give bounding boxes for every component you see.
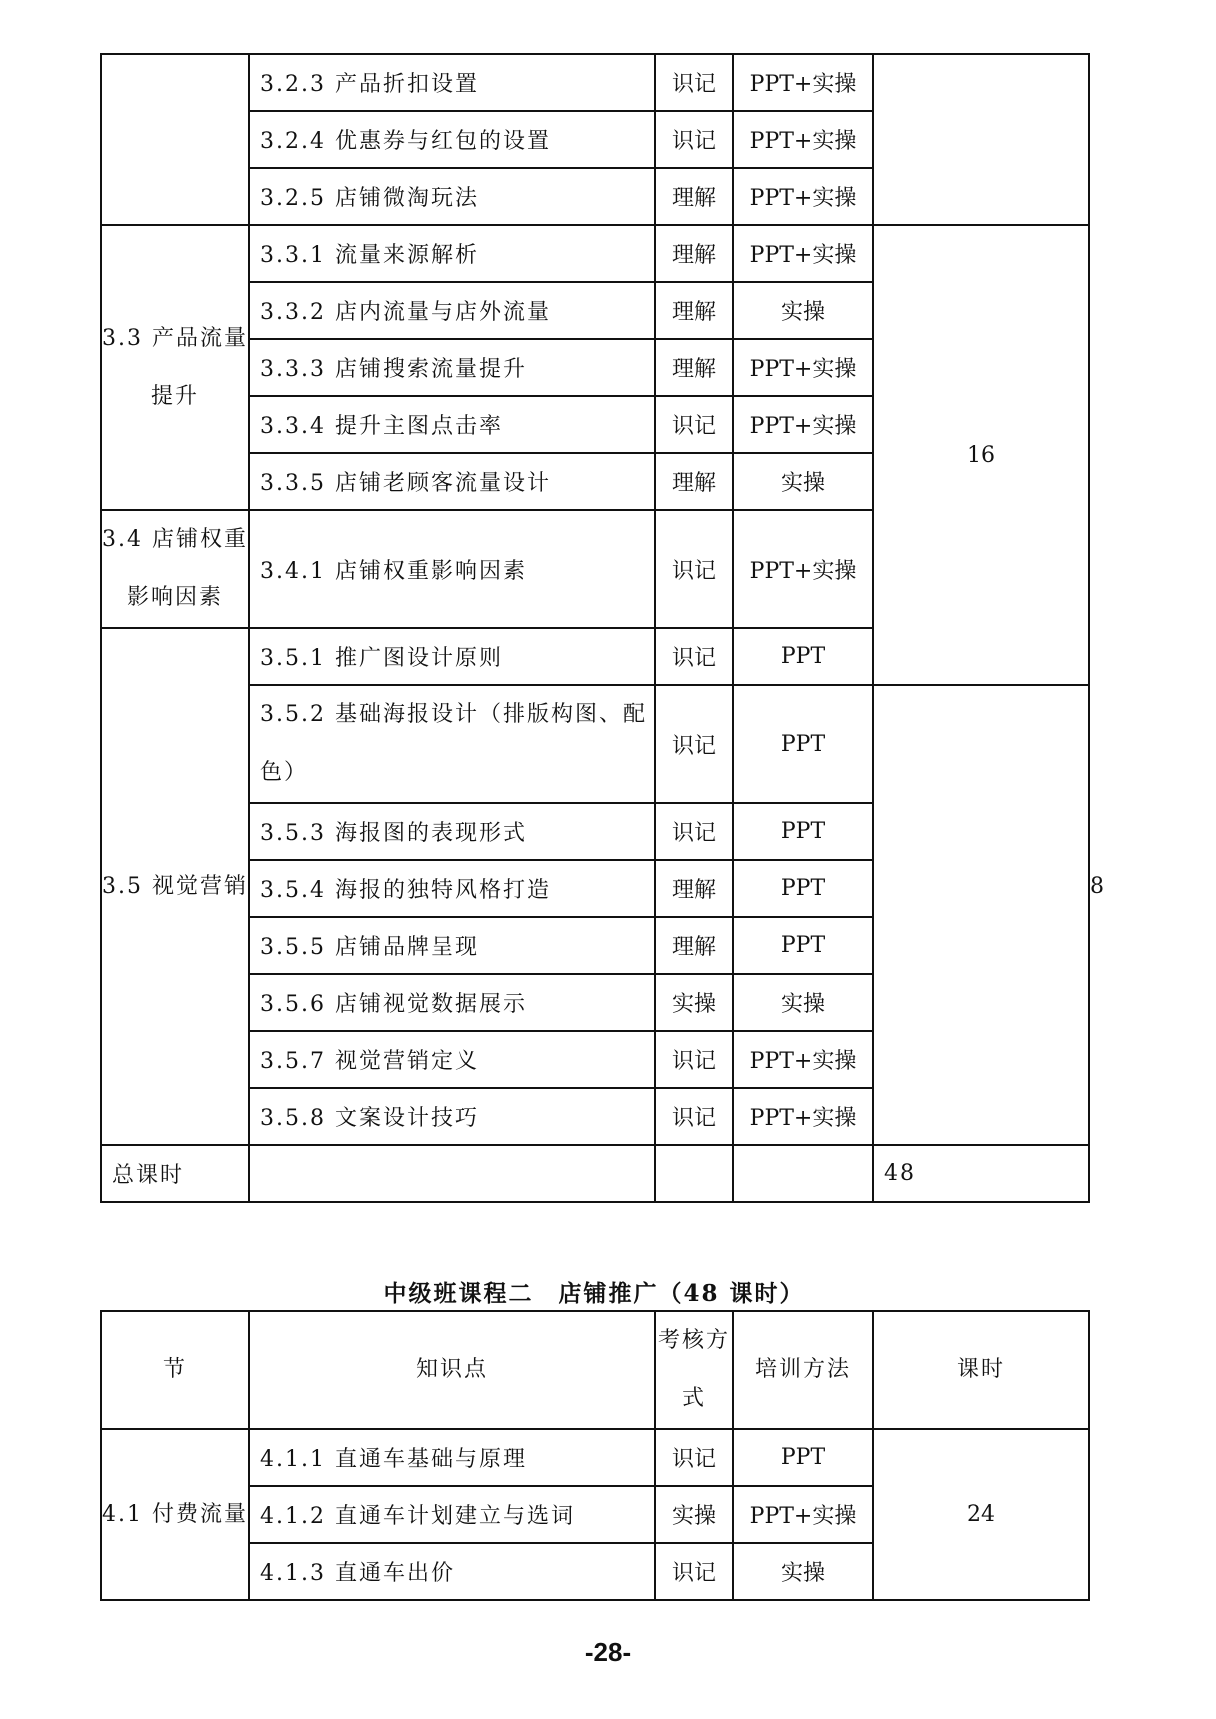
topic-cell: 3.3.5 店铺老顾客流量设计 — [249, 453, 655, 510]
course-table-2 — [100, 1310, 1090, 1601]
table-row: 3.5 视觉营销 3.5.1 推广图设计原则 识记 PPT 8 — [101, 628, 1089, 685]
topic-cell: 3.5.5 店铺品牌呈现 — [249, 917, 655, 974]
total-hours: 48 — [873, 1145, 1089, 1202]
total-label: 总课时 — [101, 1145, 249, 1202]
header-hours: 课时 — [873, 1311, 1089, 1429]
method-cell: PPT — [733, 628, 873, 685]
topic-cell: 4.1.3 直通车出价 — [249, 1543, 655, 1600]
assessment-cell: 实操 — [655, 1486, 733, 1543]
table-row — [101, 54, 1089, 111]
header-assessment: 考核方式 — [655, 1311, 733, 1429]
empty-cell — [733, 1145, 873, 1202]
method-cell: PPT — [733, 685, 873, 803]
method-cell: PPT — [733, 860, 873, 917]
assessment-cell: 识记 — [655, 1429, 733, 1486]
course-caption: 中级班课程二 店铺推广（48 课时） — [383, 1280, 805, 1307]
topic-cell: 3.5.2 基础海报设计（排版构图、配色） — [249, 685, 655, 803]
course-table-1 — [100, 53, 1104, 1203]
assessment-cell: 识记 — [655, 111, 733, 168]
table-row — [101, 803, 1089, 860]
table-row — [101, 1031, 1089, 1088]
section-cell: 3.5 视觉营销 — [101, 628, 249, 1145]
method-cell: PPT — [733, 917, 873, 974]
section-cell: 4.1 付费流量 — [101, 1429, 249, 1600]
header-section: 节 — [101, 1311, 249, 1429]
table-row — [101, 917, 1089, 974]
method-cell: PPT+实操 — [733, 54, 873, 111]
assessment-cell: 理解 — [655, 917, 733, 974]
topic-cell: 3.5.8 文案设计技巧 — [249, 1088, 655, 1145]
method-cell: PPT+实操 — [733, 510, 873, 628]
empty-cell — [655, 1145, 733, 1202]
table-row — [101, 225, 1089, 282]
method-cell: PPT — [733, 1429, 873, 1486]
total-row — [101, 1145, 1089, 1202]
method-cell: PPT+实操 — [733, 1031, 873, 1088]
method-cell: 实操 — [733, 282, 873, 339]
table-row — [101, 685, 1089, 803]
topic-cell: 3.4.1 店铺权重影响因素 — [249, 510, 655, 628]
assessment-cell: 识记 — [655, 803, 733, 860]
topic-cell: 3.5.6 店铺视觉数据展示 — [249, 974, 655, 1031]
topic-cell: 3.2.5 店铺微淘玩法 — [249, 168, 655, 225]
table-row — [101, 1429, 1089, 1486]
method-cell: PPT+实操 — [733, 168, 873, 225]
assessment-cell: 识记 — [655, 1031, 733, 1088]
header-topic: 知识点 — [249, 1311, 655, 1429]
table-row — [101, 1088, 1089, 1145]
topic-cell: 3.2.4 优惠券与红包的设置 — [249, 111, 655, 168]
page-number: -28- — [584, 1637, 632, 1667]
table-row — [101, 860, 1089, 917]
topic-cell: 3.3.3 店铺搜索流量提升 — [249, 339, 655, 396]
topic-cell: 3.3.2 店内流量与店外流量 — [249, 282, 655, 339]
method-cell: 实操 — [733, 1543, 873, 1600]
topic-cell: 3.5.1 推广图设计原则 — [249, 628, 655, 685]
assessment-cell: 理解 — [655, 339, 733, 396]
method-cell: 实操 — [733, 974, 873, 1031]
assessment-cell: 识记 — [655, 510, 733, 628]
topic-cell: 3.5.3 海报图的表现形式 — [249, 803, 655, 860]
assessment-cell: 识记 — [655, 1543, 733, 1600]
topic-cell: 3.3.1 流量来源解析 — [249, 225, 655, 282]
assessment-cell: 理解 — [655, 282, 733, 339]
hours-cell — [873, 54, 1089, 225]
method-cell: PPT+实操 — [733, 225, 873, 282]
topic-cell: 3.3.4 提升主图点击率 — [249, 396, 655, 453]
assessment-cell: 理解 — [655, 860, 733, 917]
section-cell: 3.4 店铺权重影响因素 — [101, 510, 249, 628]
topic-cell: 4.1.1 直通车基础与原理 — [249, 1429, 655, 1486]
topic-cell: 3.5.4 海报的独特风格打造 — [249, 860, 655, 917]
assessment-cell: 识记 — [655, 54, 733, 111]
assessment-cell: 实操 — [655, 974, 733, 1031]
hours-cell: 24 — [873, 1429, 1089, 1600]
table-row — [101, 974, 1089, 1031]
assessment-cell: 识记 — [655, 628, 733, 685]
section-cell: 3.3 产品流量提升 — [101, 225, 249, 510]
topic-cell: 3.2.3 产品折扣设置 — [249, 54, 655, 111]
assessment-cell: 识记 — [655, 685, 733, 803]
topic-cell: 3.5.7 视觉营销定义 — [249, 1031, 655, 1088]
assessment-cell: 识记 — [655, 1088, 733, 1145]
header-row — [101, 1311, 1089, 1429]
method-cell: PPT+实操 — [733, 1486, 873, 1543]
method-cell: PPT+实操 — [733, 339, 873, 396]
method-cell: PPT+实操 — [733, 1088, 873, 1145]
assessment-cell: 理解 — [655, 225, 733, 282]
method-cell: PPT — [733, 803, 873, 860]
assessment-cell: 理解 — [655, 168, 733, 225]
section-cell — [101, 54, 249, 225]
method-cell: 实操 — [733, 453, 873, 510]
assessment-cell: 理解 — [655, 453, 733, 510]
assessment-cell: 识记 — [655, 396, 733, 453]
header-method: 培训方法 — [733, 1311, 873, 1429]
method-cell: PPT+实操 — [733, 396, 873, 453]
topic-cell: 4.1.2 直通车计划建立与选词 — [249, 1486, 655, 1543]
method-cell: PPT+实操 — [733, 111, 873, 168]
empty-cell — [249, 1145, 655, 1202]
hours-cell: 16 — [873, 225, 1089, 685]
